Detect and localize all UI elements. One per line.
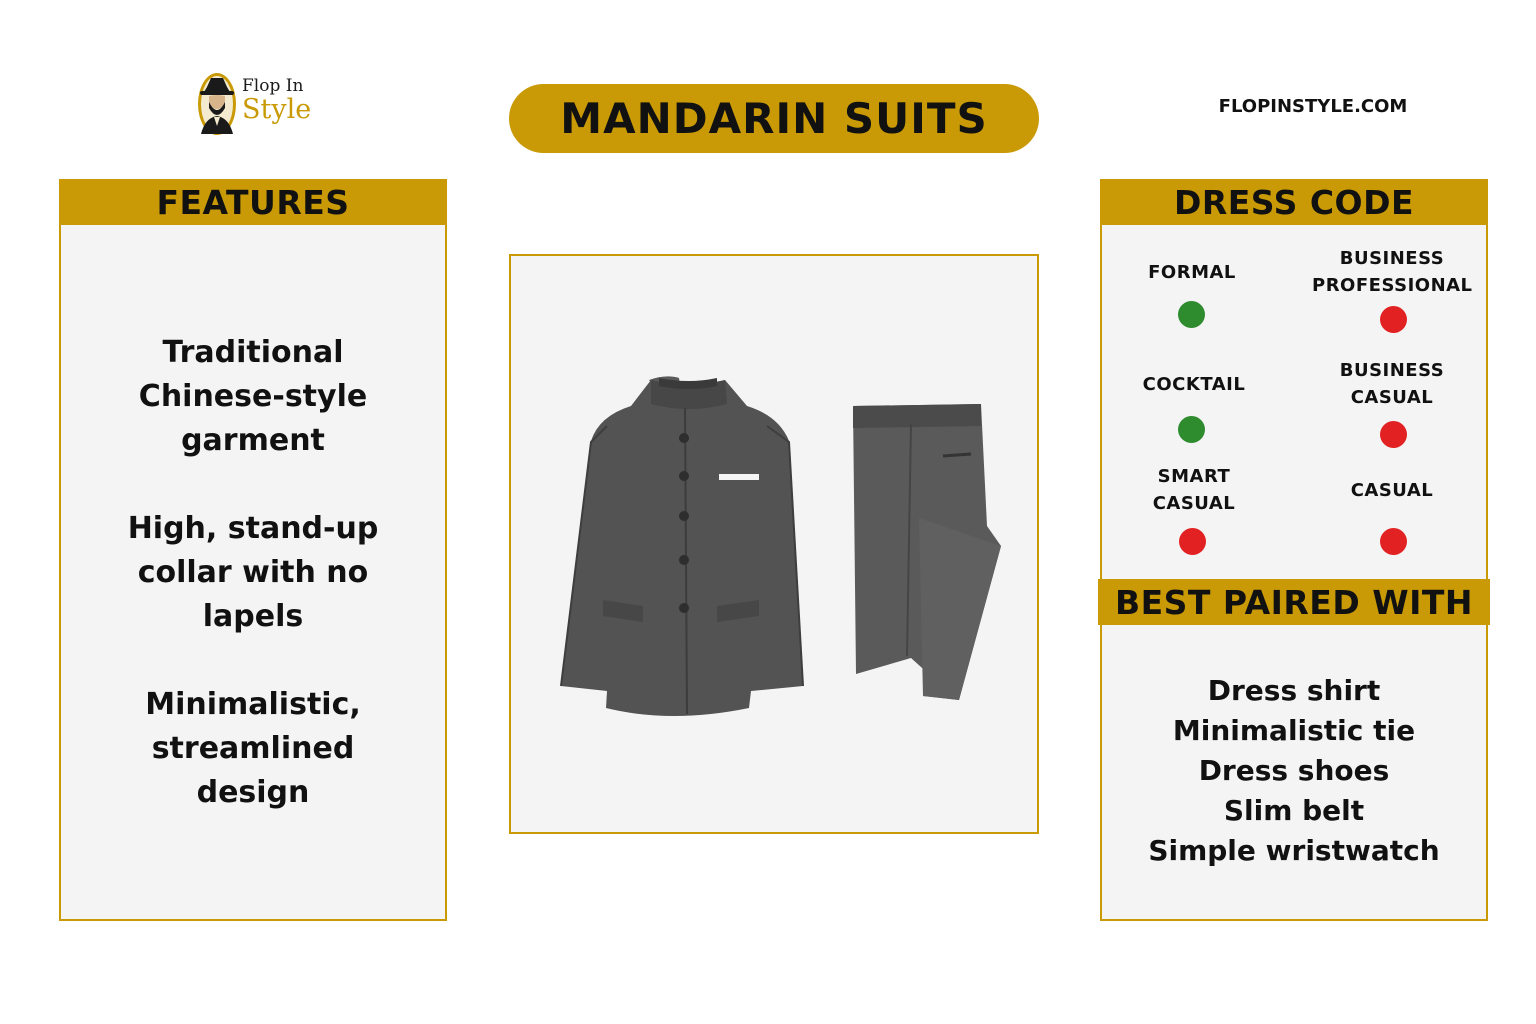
dress-code-panel	[1100, 179, 1488, 921]
features-heading: FEATURES	[59, 179, 447, 225]
features-panel	[59, 179, 447, 921]
site-url: FLOPINSTYLE.COM	[1218, 96, 1408, 117]
dress-code-label: FORMAL	[1148, 262, 1236, 283]
feature-item: Traditional Chinese-style garment	[138, 335, 368, 458]
dress-code-label: COCKTAIL	[1142, 374, 1246, 395]
dress-code-formal	[1102, 259, 1282, 286]
brand-logo	[196, 68, 326, 138]
logo-text-bottom: Style	[242, 94, 312, 125]
dress-code-label: BUSINESS PROFESSIONAL	[1312, 248, 1473, 296]
dress-code-label: BUSINESS CASUAL	[1339, 360, 1445, 408]
suitability-dot	[1380, 421, 1407, 448]
paired-item: Dress shoes	[1198, 754, 1390, 787]
feature-item: High, stand-up collar with no lapels	[127, 511, 379, 634]
dress-code-business-casual	[1302, 357, 1482, 411]
logo-text-top: Flop In	[242, 76, 304, 96]
suitability-dot	[1178, 301, 1205, 328]
suitability-dot	[1380, 306, 1407, 333]
suitability-dot	[1178, 416, 1205, 443]
mandarin-suit-icon	[511, 256, 1037, 832]
dress-code-label: SMART CASUAL	[1152, 466, 1236, 514]
best-paired-heading: BEST PAIRED WITH	[1098, 579, 1490, 625]
page-title: MANDARIN SUITS	[509, 84, 1039, 153]
features-list	[61, 331, 445, 859]
dress-code-heading: DRESS CODE	[1100, 179, 1488, 225]
suitability-dot	[1380, 528, 1407, 555]
dress-code-cocktail	[1104, 371, 1284, 398]
dress-code-casual	[1302, 477, 1482, 504]
dress-code-business-professional	[1302, 245, 1482, 299]
paired-item: Minimalistic tie	[1172, 714, 1416, 747]
dress-code-label: CASUAL	[1350, 480, 1434, 501]
paired-item: Simple wristwatch	[1148, 834, 1440, 867]
man-in-hat-icon	[196, 70, 238, 136]
paired-item: Slim belt	[1223, 794, 1365, 827]
suit-image	[509, 254, 1039, 834]
feature-item: Minimalistic, streamlined design	[145, 687, 361, 810]
suitability-dot	[1179, 528, 1206, 555]
dress-code-smart-casual	[1104, 463, 1284, 517]
best-paired-list	[1102, 671, 1486, 871]
paired-item: Dress shirt	[1207, 674, 1381, 707]
